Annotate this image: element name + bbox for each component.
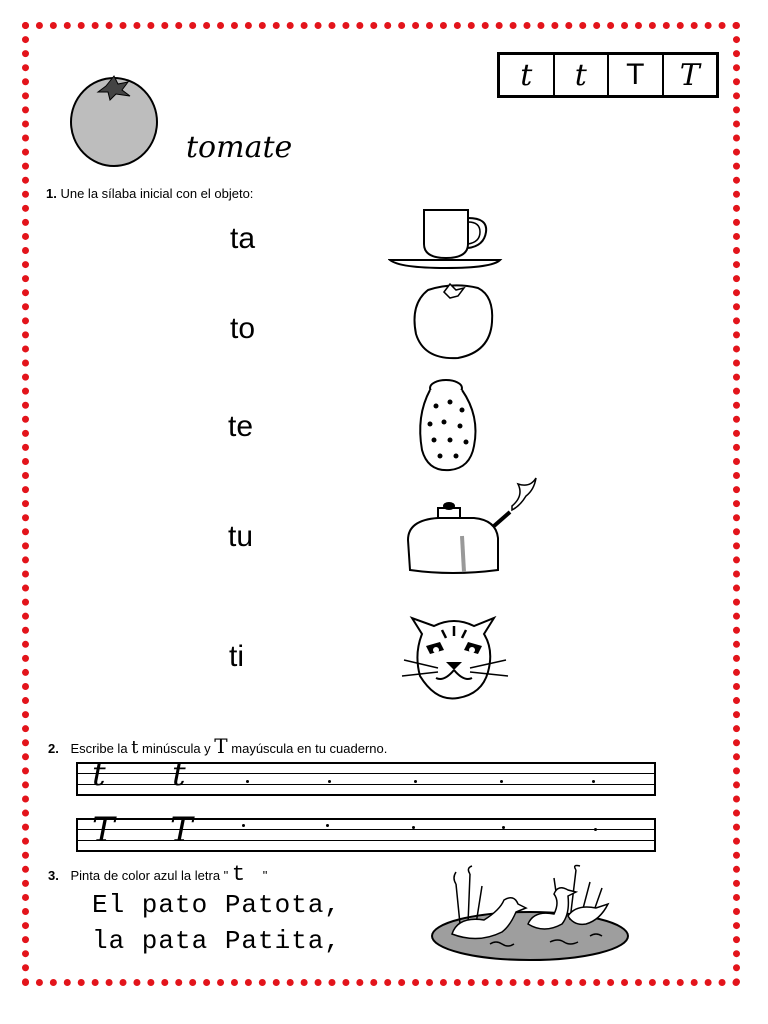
exercise-2-text-after: mayúscula en tu cuaderno. [231, 741, 388, 756]
letter-cell: t [555, 55, 610, 95]
exercise-3-letter: t [231, 862, 246, 887]
exercise-1-instruction [46, 186, 253, 201]
writing-line-lowercase [76, 754, 656, 796]
tomato-word: tomate [186, 130, 293, 165]
tracing-letter: T [92, 810, 115, 850]
poem-line-2: la pata Patita, [92, 926, 342, 956]
exercise-1-text: Une la sílaba inicial con el objeto: [60, 186, 254, 201]
letter-cell: T [609, 55, 664, 95]
exercise-2-number: 2. [48, 741, 59, 756]
syllable-te: te [228, 410, 254, 443]
tiger-icon [386, 594, 522, 722]
exercise-3-close-quote: " [262, 868, 268, 883]
syllable-to: to [230, 312, 256, 345]
syllable-tu: tu [228, 520, 254, 553]
exercise-3-instruction [48, 862, 267, 887]
letter-cell: t [500, 55, 555, 95]
tomato-icon [66, 66, 166, 170]
exercise-2-upper-letter: T [214, 734, 228, 758]
letter-variants-box [497, 52, 719, 98]
tracing-letter: T [170, 810, 193, 850]
exercise-1-number: 1. [46, 186, 57, 201]
exercise-3-text: Pinta de color azul la letra " [70, 868, 229, 883]
syllable-ta: ta [230, 222, 256, 255]
teapot-icon [402, 476, 548, 580]
tomato-outline-icon [408, 280, 498, 362]
exercise-2-text-before: Escribe la [70, 741, 128, 756]
cup-icon [388, 204, 504, 272]
tracing-letter: t [92, 754, 106, 794]
exercise-2-text-middle: minúscula y [142, 741, 211, 756]
syllable-ti: ti [229, 640, 244, 673]
exercise-3-number: 3. [48, 868, 59, 883]
letter-cell: T [679, 57, 700, 93]
cactus-icon [410, 376, 486, 476]
writing-line-uppercase [76, 810, 656, 852]
tracing-letter: t [172, 754, 186, 794]
exercise-2-lower-letter: t [131, 737, 139, 758]
poem-line-1: El pato Patota, [92, 890, 342, 920]
ducks-pond-icon [430, 864, 634, 964]
